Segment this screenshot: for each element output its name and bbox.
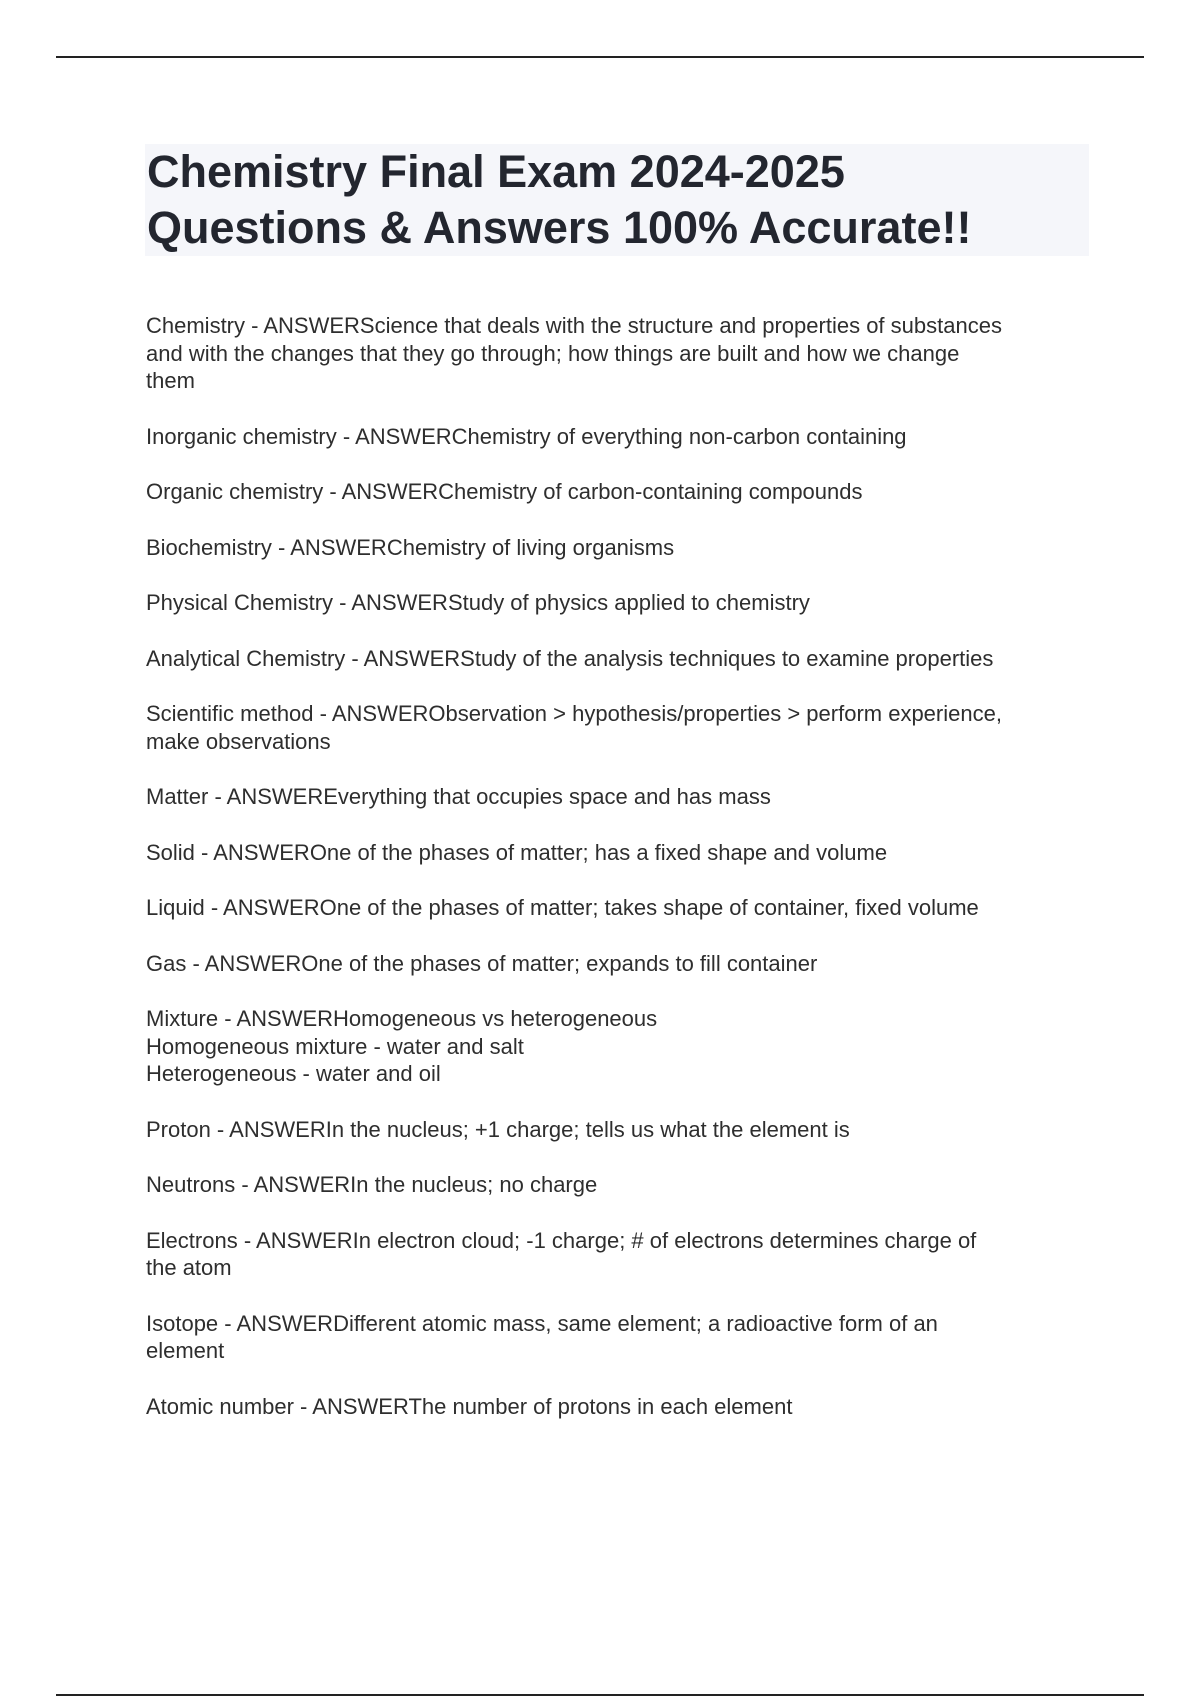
qa-entry: [146, 312, 1096, 395]
qa-entry: [146, 1393, 1096, 1421]
qa-entry-line: Gas - ANSWEROne of the phases of matter; expands to fill container: [146, 950, 818, 976]
footer-rule: [56, 1694, 1144, 1696]
qa-entry: [146, 534, 1096, 562]
document-title: [145, 144, 1089, 256]
qa-entry-line: Neutrons - ANSWERIn the nucleus; no charge: [146, 1172, 598, 1197]
qa-entry-line: Electrons - ANSWERIn electron cloud; -1 charge; # of electrons determines charge of: [146, 1227, 977, 1253]
qa-entry: [146, 839, 1096, 867]
qa-entry: [146, 1227, 1096, 1282]
qa-entry: [146, 645, 1096, 673]
qa-entry-line: Solid - ANSWEROne of the phases of matter; has a fixed shape and volume: [146, 839, 888, 865]
qa-entry: [146, 783, 1096, 811]
qa-entry-line: Isotope - ANSWERDifferent atomic mass, same element; a radioactive form of an: [146, 1310, 938, 1336]
qa-entry: [146, 700, 1096, 755]
qa-entry-line: Inorganic chemistry - ANSWERChemistry of everything non-carbon containing: [146, 423, 907, 449]
qa-entry: [146, 1005, 1096, 1088]
qa-entry-line: Proton - ANSWERIn the nucleus; +1 charge; tells us what the element is: [146, 1116, 850, 1142]
qa-list: [146, 312, 1096, 1448]
qa-entry-line: make observations: [146, 728, 331, 754]
qa-entry: [146, 423, 1096, 451]
qa-entry-line: Matter - ANSWEREverything that occupies space and has mass: [146, 784, 771, 809]
qa-entry: [146, 1116, 1096, 1144]
title-line-1: Chemistry Final Exam 2024-2025: [147, 146, 845, 197]
qa-entry-line: Heterogeneous - water and oil: [146, 1061, 441, 1086]
qa-entry: [146, 478, 1096, 506]
qa-entry-line: Atomic number - ANSWERThe number of protons in each element: [146, 1393, 793, 1419]
qa-entry: [146, 894, 1096, 922]
qa-entry-line: Organic chemistry - ANSWERChemistry of carbon-containing compounds: [146, 479, 863, 504]
header-rule: [56, 56, 1144, 58]
qa-entry-line: Homogeneous mixture - water and salt: [146, 1033, 524, 1059]
title-line-2: Questions & Answers 100% Accurate!!: [147, 202, 972, 253]
qa-entry: [146, 1310, 1096, 1365]
qa-entry-line: Scientific method - ANSWERObservation > hypothesis/properties > perform experience,: [146, 701, 1002, 726]
qa-entry-line: Analytical Chemistry - ANSWERStudy of the analysis techniques to examine properties: [146, 645, 994, 671]
qa-entry-line: them: [146, 368, 195, 393]
qa-entry: [146, 589, 1096, 617]
qa-entry-line: Mixture - ANSWERHomogeneous vs heterogeneous: [146, 1006, 658, 1031]
qa-entry-line: and with the changes that they go through; how things are built and how we change: [146, 340, 960, 366]
qa-entry-line: Liquid - ANSWEROne of the phases of matter; takes shape of container, fixed volume: [146, 895, 979, 920]
qa-entry-line: the atom: [146, 1255, 232, 1280]
qa-entry: [146, 1171, 1096, 1199]
qa-entry: [146, 950, 1096, 978]
qa-entry-line: Chemistry - ANSWERScience that deals with the structure and properties of substances: [146, 313, 1002, 338]
qa-entry-line: Biochemistry - ANSWERChemistry of living organisms: [146, 534, 675, 560]
qa-entry-line: Physical Chemistry - ANSWERStudy of physics applied to chemistry: [146, 590, 810, 615]
qa-entry-line: element: [146, 1338, 225, 1363]
